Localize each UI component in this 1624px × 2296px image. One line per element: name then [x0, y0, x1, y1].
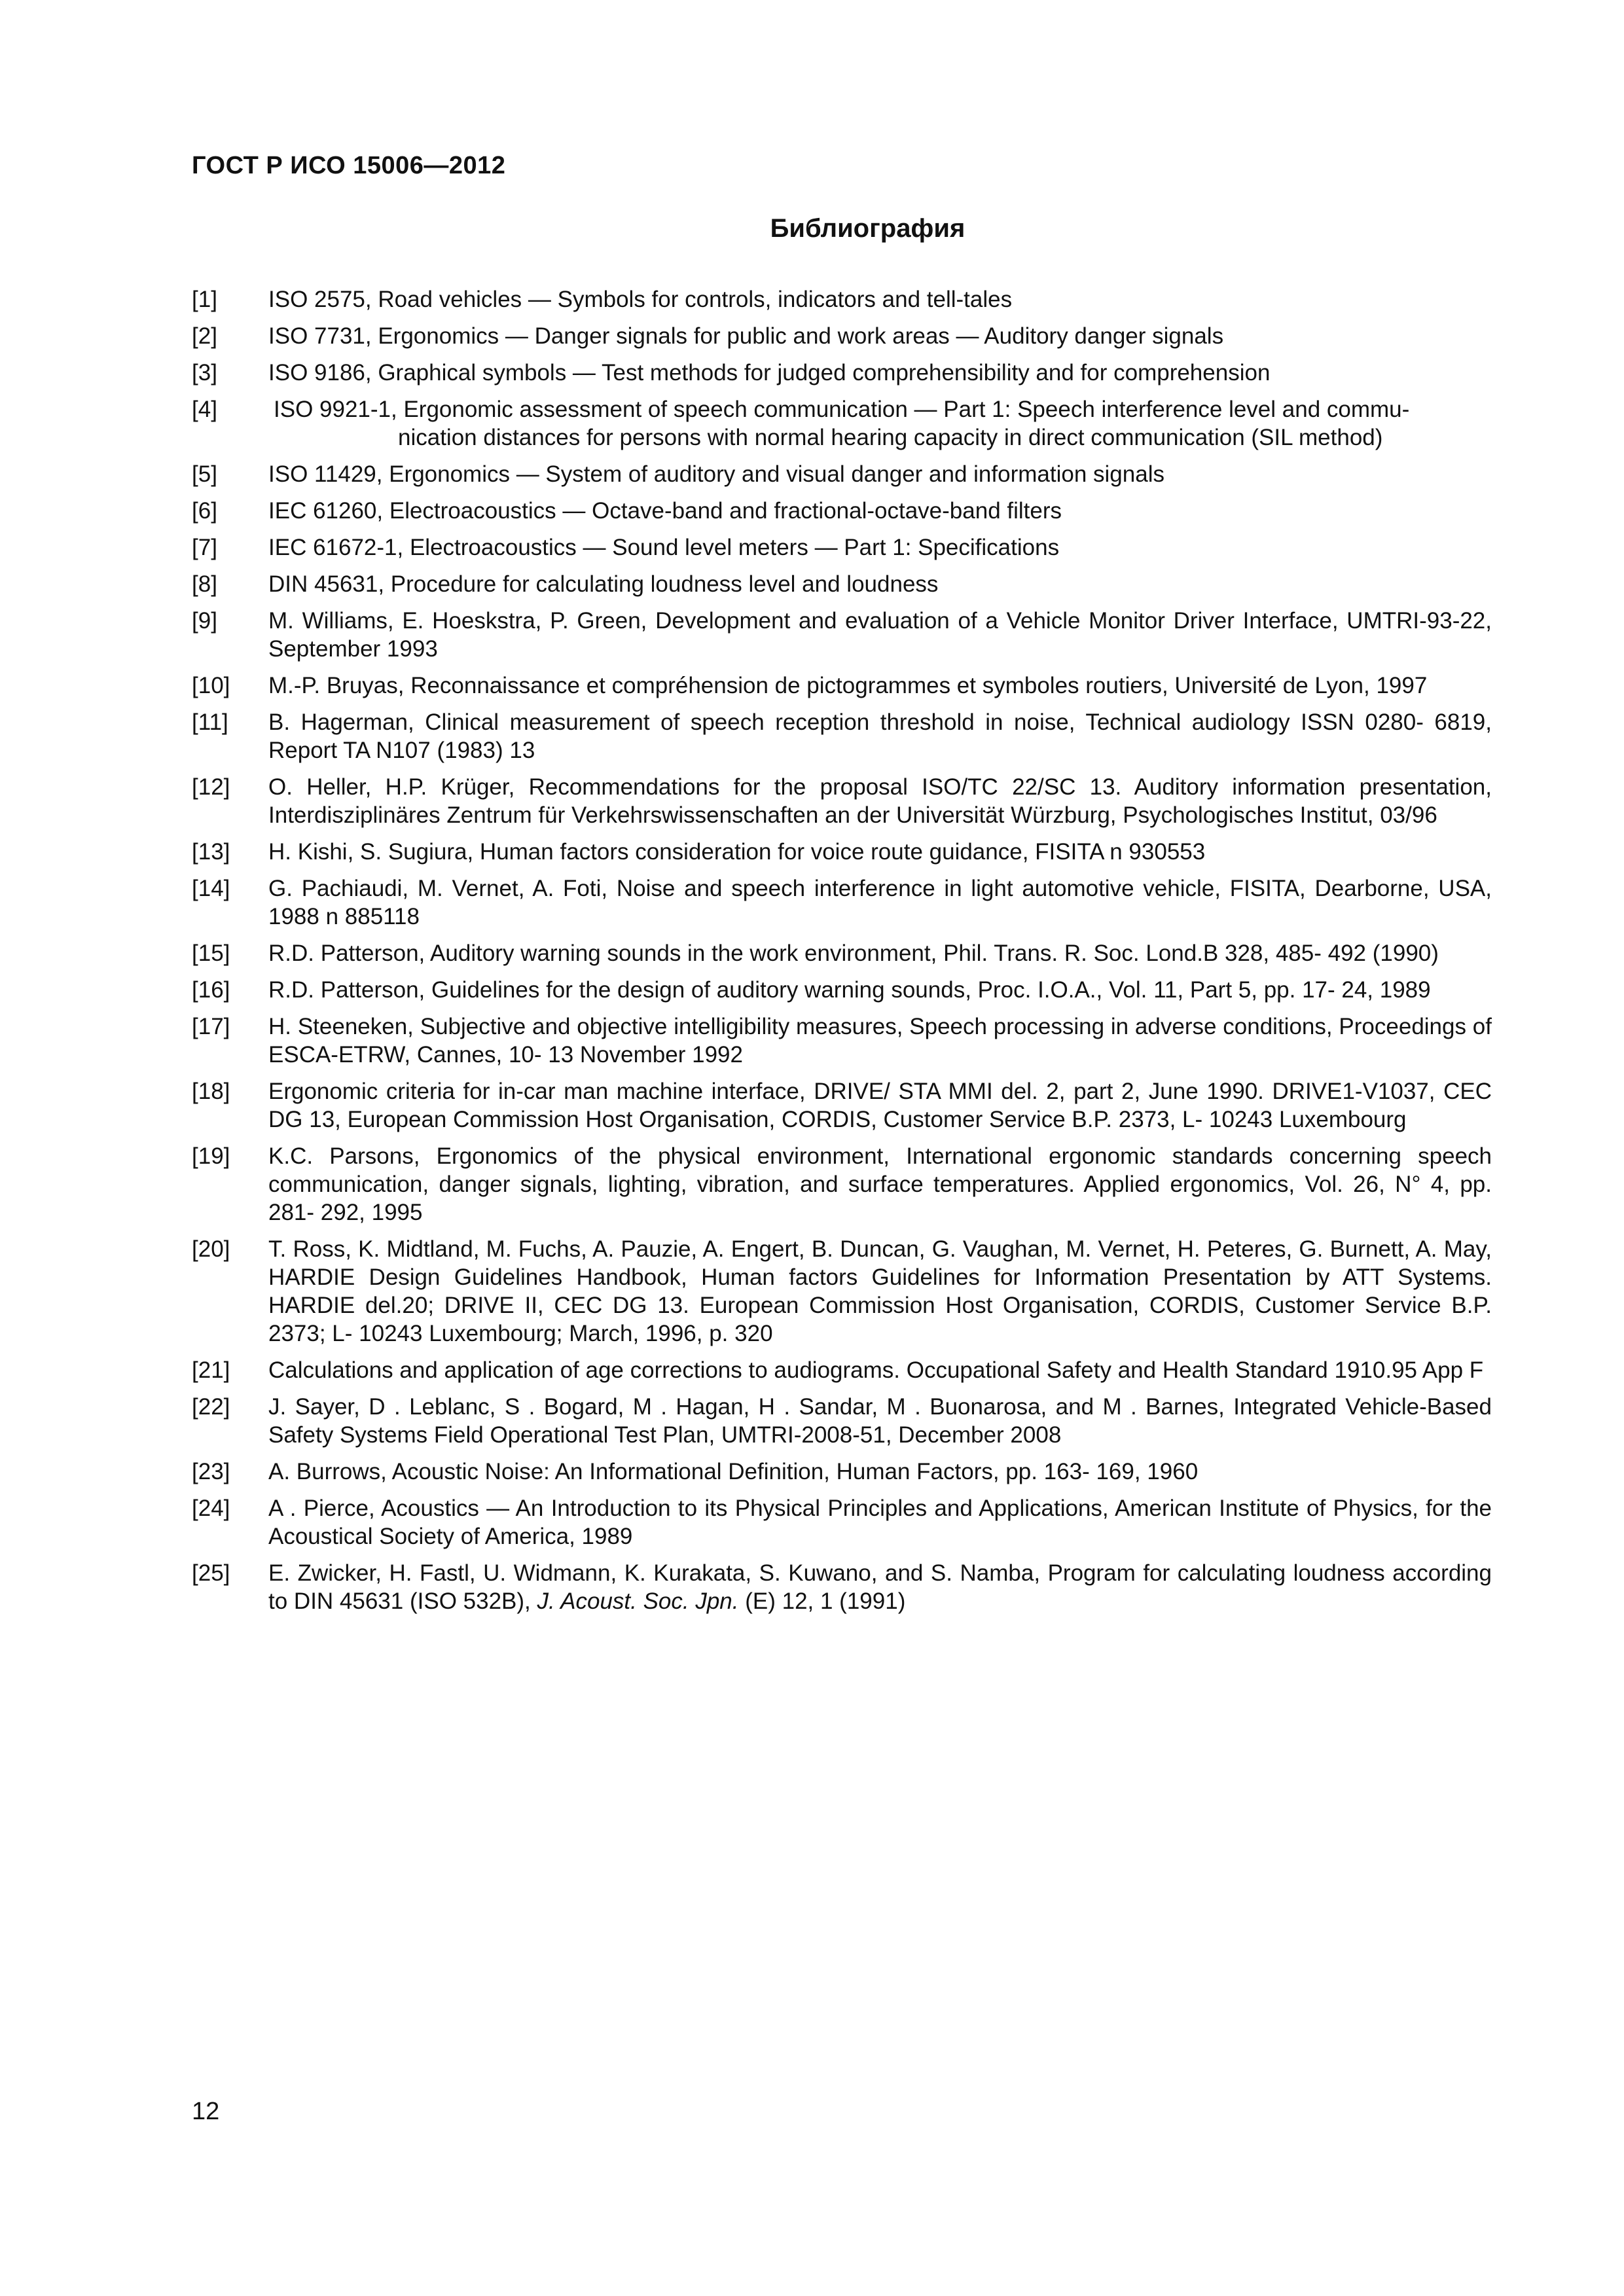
document-code: ГОСТ Р ИСО 15006—2012	[192, 152, 506, 179]
reference-text: H. Steeneken, Subjective and objective intelligibility measures, Speech processing in adverse conditions, Proceedings of ESCA-ETRW, Cannes, 10‐ 13 November 1992	[268, 1014, 1492, 1067]
reference-item	[192, 460, 1492, 488]
reference-text	[268, 1559, 1492, 1615]
reference-number: [13]	[192, 839, 230, 865]
reference-text	[268, 395, 1492, 452]
reference-text: A . Pierce, Acoustics — An Introduction to its Physical Principles and Applications, American Institute of Physics, for the Acoustical Society of America, 1989	[268, 1496, 1492, 1549]
page-title: Библиография	[770, 214, 965, 243]
journal-name: J. Acoust. Soc. Jpn.	[537, 1588, 739, 1614]
reference-number: [8]	[192, 571, 217, 597]
reference-number: [2]	[192, 323, 217, 349]
reference-text: ISO 11429, Ergonomics — System of auditory and visual danger and information signals	[268, 461, 1164, 487]
reference-item	[192, 497, 1492, 525]
reference-number: [6]	[192, 498, 217, 524]
reference-item	[192, 1077, 1492, 1134]
reference-number: [7]	[192, 535, 217, 560]
reference-text: ISO 9186, Graphical symbols — Test methods for judged comprehensibility and for comprehension	[268, 360, 1271, 386]
reference-text: DIN 45631, Procedure for calculating loudness level and loudness	[268, 571, 939, 597]
reference-text-line2: nication distances for persons with normal hearing capacity in direct communication (SIL method)	[398, 425, 1383, 450]
reference-item	[192, 1235, 1492, 1348]
reference-item	[192, 322, 1492, 350]
reference-text: G. Pachiaudi, M. Vernet, A. Foti, Noise and speech interference in light automotive vehicle, FISITA, Dearborne, USA, 1988 n 885118	[268, 876, 1492, 929]
reference-number: [24]	[192, 1496, 230, 1521]
reference-number: [18]	[192, 1079, 230, 1104]
reference-number: [22]	[192, 1394, 230, 1420]
reference-text: M. Williams, E. Hoeskstra, P. Green, Development and evaluation of a Vehicle Monitor Driver Interface, UMTRI-93-22, September 1993	[268, 608, 1492, 662]
reference-item	[192, 570, 1492, 598]
reference-text: J. Sayer, D . Leblanc, S . Bogard, M . Hagan, H . Sandar, M . Buonarosa, and M . Barnes, Integrated Vehicle-Based Safety Systems Field Operational Test Plan, UMTRI-2008-51, December 2008	[268, 1394, 1492, 1448]
reference-item	[192, 838, 1492, 866]
reference-item	[192, 395, 1492, 452]
reference-item	[192, 1393, 1492, 1449]
reference-number: [10]	[192, 673, 230, 698]
reference-text: T. Ross, K. Midtland, M. Fuchs, A. Pauzie, A. Engert, B. Duncan, G. Vaughan, M. Vernet, H. Peteres, G. Burnett, A. May, HARDIE Design Guidelines Handbook, Human factors Guidelines for Information Presentation by ATT Systems. HARDIE del.20; DRIVE II, CEC DG 13. European Commission Host Organisation, CORDIS, Customer Service B.P. 2373; L‐ 10243 Luxembourg; March, 1996, p. 320	[268, 1236, 1492, 1346]
reference-number: [12]	[192, 774, 230, 800]
reference-item	[192, 939, 1492, 967]
reference-number: [3]	[192, 360, 217, 386]
bibliography-list	[192, 285, 1492, 1624]
reference-item	[192, 773, 1492, 829]
reference-number: [9]	[192, 608, 217, 634]
reference-text: IEC 61260, Electroacoustics — Octave-band and fractional-octave-band filters	[268, 498, 1062, 524]
reference-text: H. Kishi, S. Sugiura, Human factors consideration for voice route guidance, FISITA n 930553	[268, 839, 1206, 865]
reference-text: IEC 61672-1, Electroacoustics — Sound level meters — Part 1: Specifications	[268, 535, 1060, 560]
reference-text: B. Hagerman, Clinical measurement of speech reception threshold in noise, Technical audiology ISSN 0280‐ 6819, Report TA N107 (1983) 13	[268, 709, 1492, 763]
reference-item	[192, 1356, 1492, 1384]
reference-item	[192, 1013, 1492, 1069]
reference-number: [1]	[192, 287, 217, 312]
reference-text-tail: (E) 12, 1 (1991)	[738, 1588, 906, 1614]
reference-text: Calculations and application of age corrections to audiograms. Occupational Safety and Health Standard 1910.95 App F	[268, 1357, 1484, 1383]
reference-text: O. Heller, H.P. Krüger, Recommendations for the proposal ISO/TC 22/SC 13. Auditory information presentation, Interdisziplinäres Zentrum für Verkehrswissenschaften an der Universität Würzburg, Psychologisches Institut, 03/96	[268, 774, 1492, 828]
reference-item	[192, 708, 1492, 764]
reference-text: ISO 2575, Road vehicles — Symbols for controls, indicators and tell-tales	[268, 287, 1013, 312]
reference-text: K.C. Parsons, Ergonomics of the physical environment, International ergonomic standards concerning speech communication, danger signals, lighting, vibration, and surface temperatures. Applied ergonomics, Vol. 26, N° 4, pp. 281‐ 292, 1995	[268, 1143, 1492, 1225]
reference-number: [25]	[192, 1560, 230, 1586]
reference-item	[192, 874, 1492, 931]
reference-item	[192, 285, 1492, 314]
reference-number: [15]	[192, 941, 230, 966]
reference-item	[192, 533, 1492, 562]
reference-text: R.D. Patterson, Auditory warning sounds in the work environment, Phil. Trans. R. Soc. Lond.B 328, 485‐ 492 (1990)	[268, 941, 1439, 966]
reference-number: [5]	[192, 461, 217, 487]
reference-item	[192, 1142, 1492, 1227]
reference-number: [20]	[192, 1236, 230, 1262]
reference-number: [16]	[192, 977, 230, 1003]
reference-item	[192, 976, 1492, 1004]
reference-item	[192, 672, 1492, 700]
reference-text: Ergonomic criteria for in-car man machine interface, DRIVE/ STA MMI del. 2, part 2, June 1990. DRIVE1-V1037, CEC DG 13, European Commission Host Organisation, CORDIS, Customer Service B.P. 2373, L‐ 10243 Luxembourg	[268, 1079, 1492, 1132]
reference-text-main: E. Zwicker, H. Fastl, U. Widmann, K. Kurakata, S. Kuwano, and S. Namba, Program for calculating loudness according to DIN 45631 (ISO 532B),	[268, 1560, 1492, 1614]
reference-item	[192, 1559, 1492, 1615]
reference-item	[192, 1458, 1492, 1486]
reference-text: M.-P. Bruyas, Reconnaissance et compréhension de pictogrammes et symboles routiers, Université de Lyon, 1997	[268, 673, 1428, 698]
reference-item	[192, 1494, 1492, 1551]
page-number: 12	[192, 2098, 220, 2125]
reference-item	[192, 607, 1492, 663]
reference-item	[192, 359, 1492, 387]
reference-number: [23]	[192, 1459, 230, 1484]
reference-number: [4]	[192, 397, 217, 422]
reference-text: ISO 7731, Ergonomics — Danger signals for public and work areas — Auditory danger signals	[268, 323, 1224, 349]
reference-number: [14]	[192, 876, 230, 901]
reference-text-line1: ISO 9921-1, Ergonomic assessment of speech communication — Part 1: Speech interference level and commu-	[274, 397, 1410, 422]
reference-number: [21]	[192, 1357, 230, 1383]
reference-number: [17]	[192, 1014, 230, 1039]
reference-text: A. Burrows, Acoustic Noise: An Informational Definition, Human Factors, pp. 163‐ 169, 1960	[268, 1459, 1199, 1484]
reference-number: [19]	[192, 1143, 230, 1169]
reference-text: R.D. Patterson, Guidelines for the design of auditory warning sounds, Proc. I.O.A., Vol. 11, Part 5, pp. 17‐ 24, 1989	[268, 977, 1431, 1003]
reference-number: [11]	[192, 709, 228, 735]
